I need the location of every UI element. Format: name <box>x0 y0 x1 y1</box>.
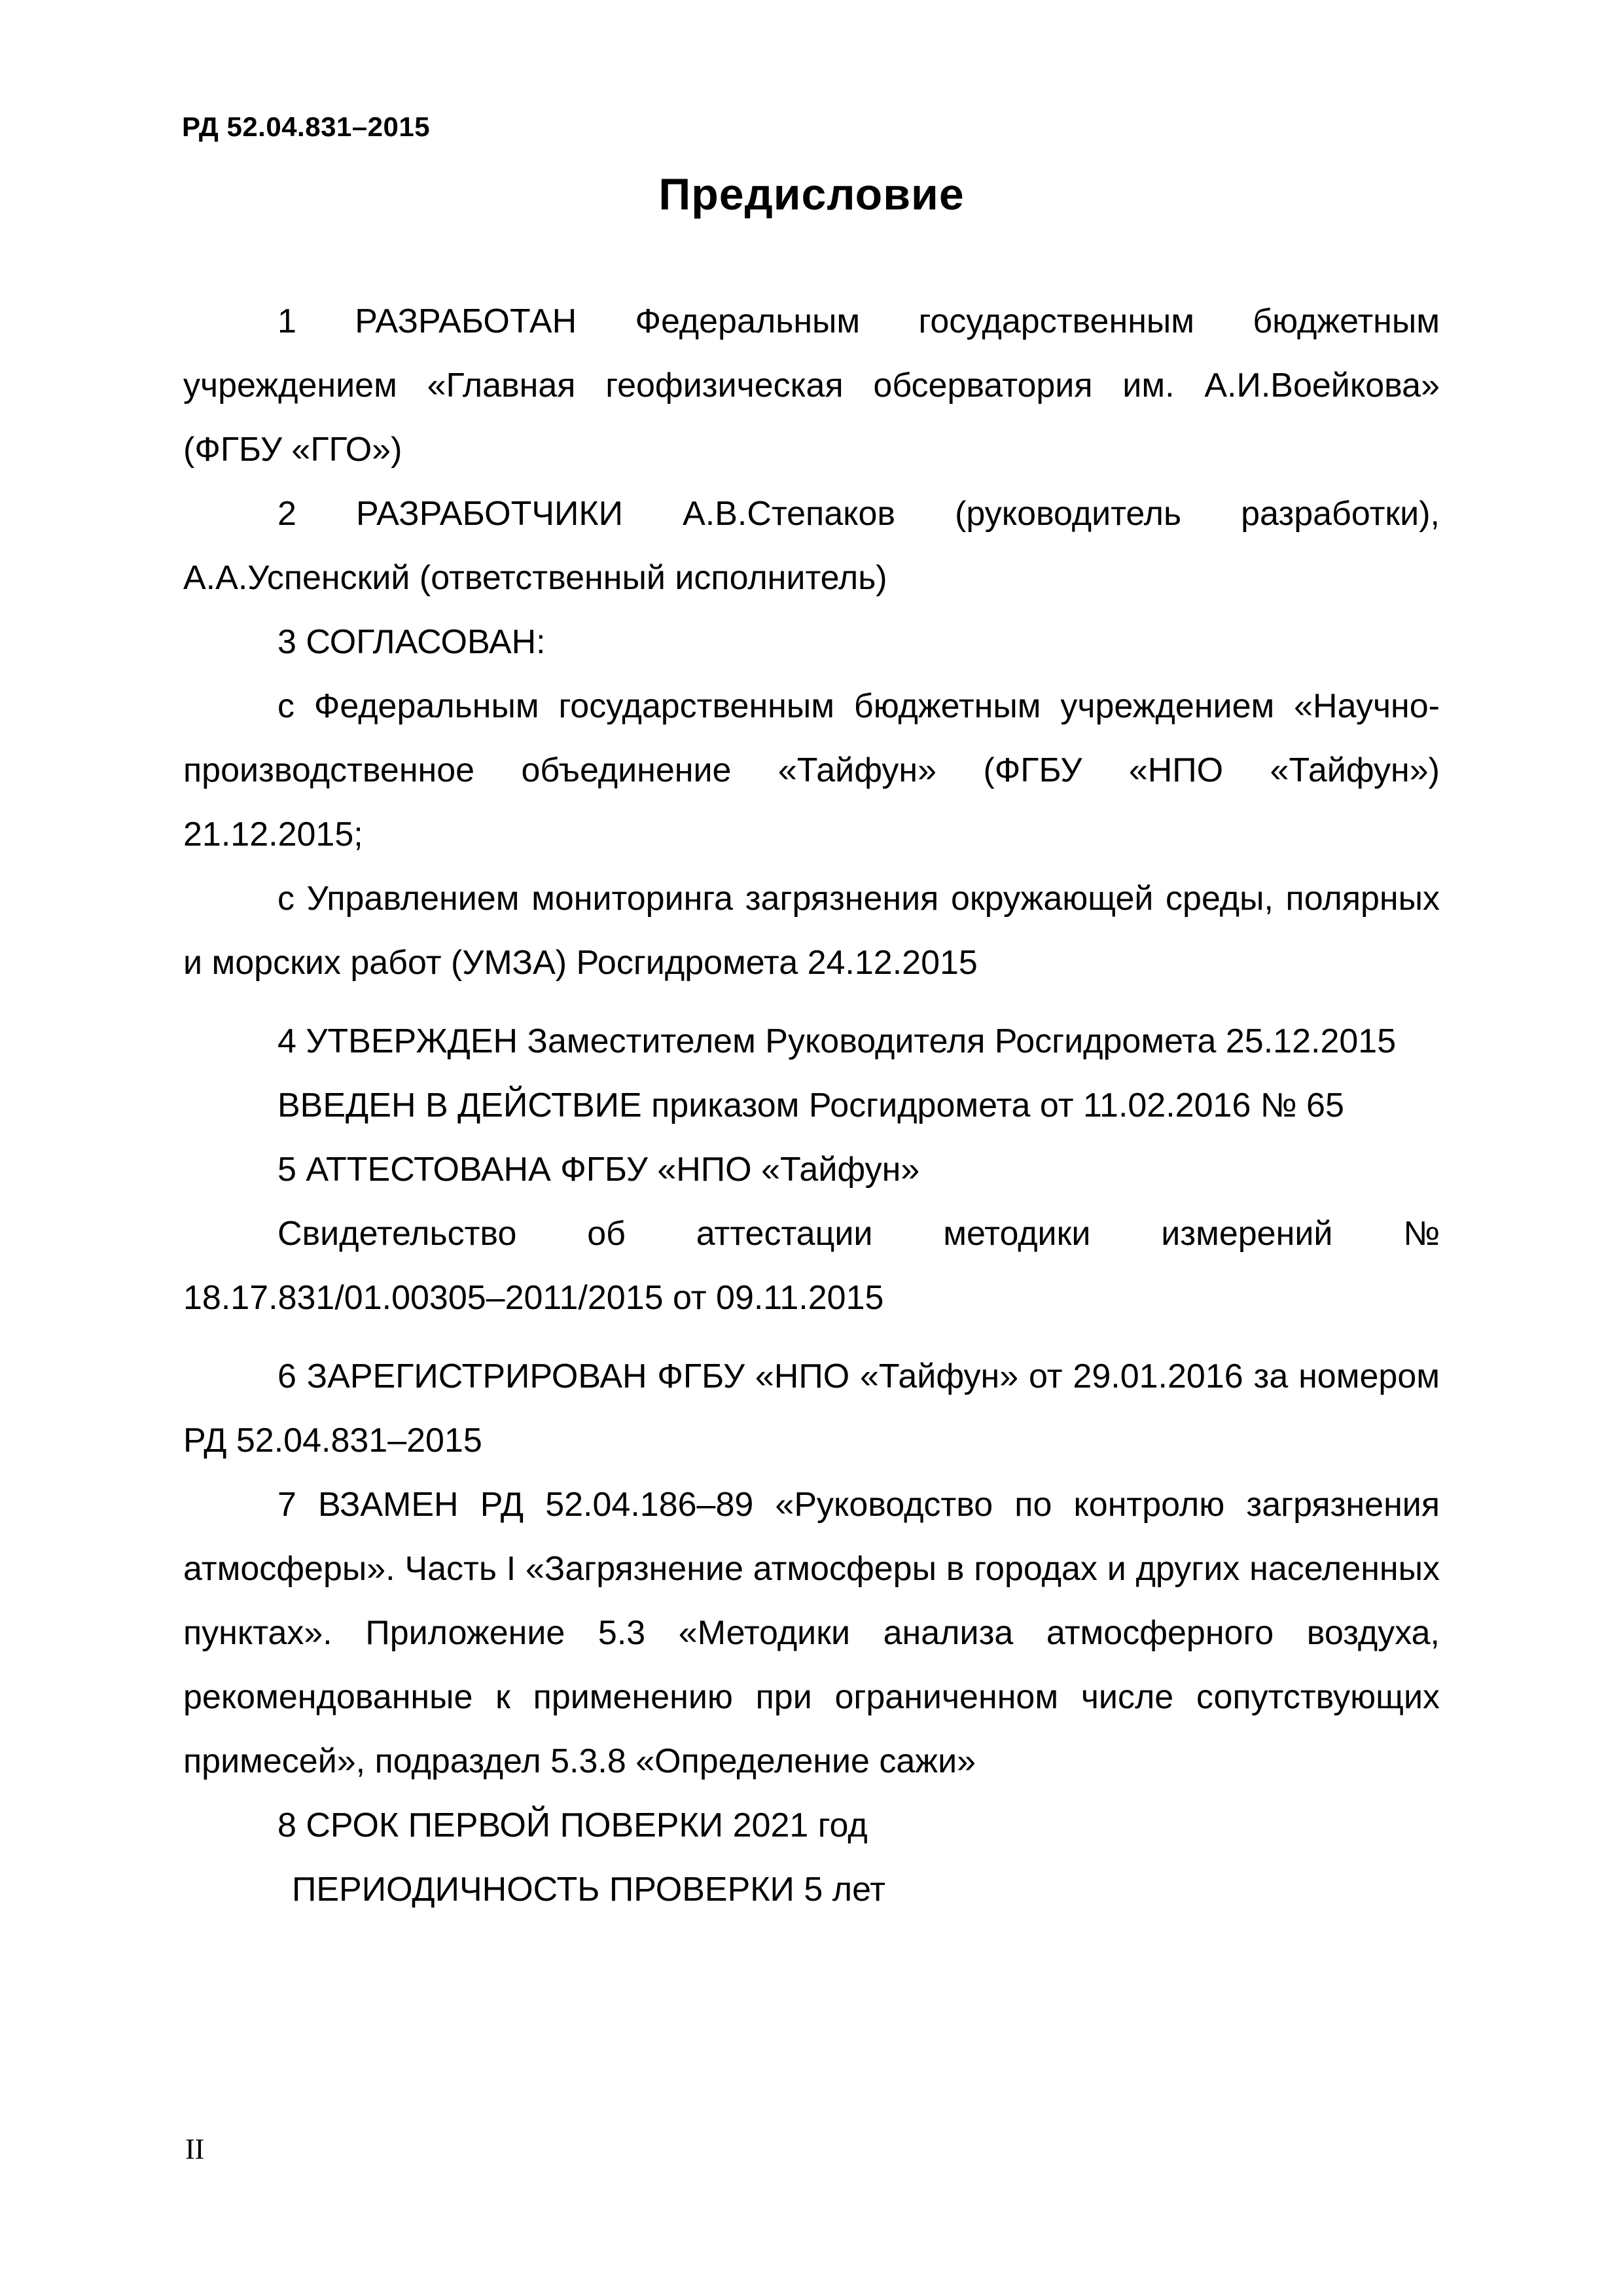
paragraph-developers: 2 РАЗРАБОТЧИКИ А.В.Степаков (руководитель разработки), А.А.Успенский (ответственный исполнитель) <box>183 495 1440 597</box>
paragraph-first-verification: 8 СРОК ПЕРВОЙ ПОВЕРКИ 2021 год <box>277 1806 868 1844</box>
page-title: Предисловие <box>658 170 965 219</box>
paragraph-introduced: ВВЕДЕН В ДЕЙСТВИЕ приказом Росгидромета от 11.02.2016 № 65 <box>277 1086 1344 1124</box>
paragraph-registered: 6 ЗАРЕГИСТРИРОВАН ФГБУ «НПО «Тайфун» от 29.01.2016 за номером РД 52.04.831–2015 <box>183 1357 1440 1460</box>
paragraph-developed-by: 1 РАЗРАБОТАН Федеральным государственным бюджетным учреждением «Главная геофизическая обсерватория им. А.И.Воейкова» (ФГБУ «ГГО») <box>183 302 1440 469</box>
paragraph-certified: 5 АТТЕСТОВАНА ФГБУ «НПО «Тайфун» <box>277 1151 920 1189</box>
paragraph-approved: 4 УТВЕРЖДЕН Заместителем Руководителя Росгидромета 25.12.2015 <box>277 1022 1397 1060</box>
paragraph-agreed-typhoon: с Федеральным государственным бюджетным учреждением «Научно-производственное объединение «Тайфун» (ФГБУ «НПО «Тайфун») 21.12.2015; <box>183 687 1440 853</box>
document-body <box>183 289 1440 1922</box>
paragraph-replaces: 7 ВЗАМЕН РД 52.04.186–89 «Руководство по контролю загрязнения атмосферы». Часть I «Загрязнение атмосферы в городах и других населенных пунктах». Приложение 5.3 «Методики анализа атмосферного воздуха, рекомендованные к применению при ограниченном числе сопутствующих примесей», подраздел 5.3.8 «Определение сажи» <box>183 1486 1440 1780</box>
document-code: РД 52.04.831–2015 <box>182 111 431 142</box>
paragraph-certificate: Свидетельство об аттестации методики измерений № 18.17.831/01.00305–2011/2015 от 09.11.2015 <box>183 1215 1440 1317</box>
page-number: II <box>185 2133 205 2165</box>
paragraph-agreed: 3 СОГЛАСОВАН: <box>277 623 546 661</box>
paragraph-agreed-umza: с Управлением мониторинга загрязнения окружающей среды, полярных и морских работ (УМЗА) Росгидромета 24.12.2015 <box>183 880 1440 982</box>
paragraph-verification-period: ПЕРИОДИЧНОСТЬ ПРОВЕРКИ 5 лет <box>292 1871 886 1909</box>
